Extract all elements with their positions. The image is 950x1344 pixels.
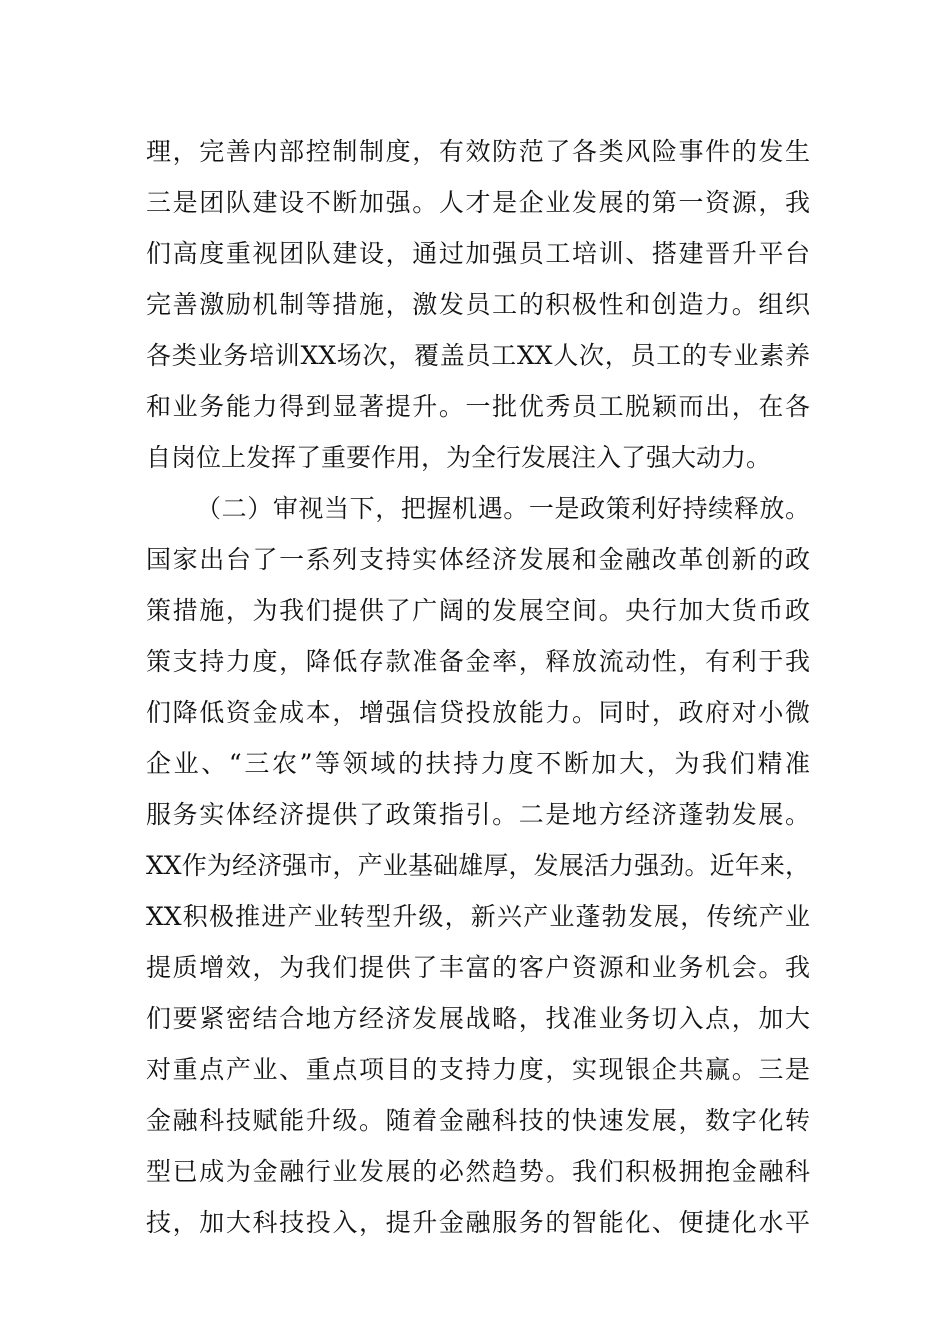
text-line: 技，加大科技投入，提升金融服务的智能化、便捷化水平 <box>146 1208 810 1237</box>
text-line: XX作为经济强市，产业基础雄厚，发展活力强劲。近年来， <box>146 851 810 880</box>
text-line: 们要紧密结合地方经济发展战略，找准业务切入点，加大 <box>146 1004 810 1033</box>
text-line: XX积极推进产业转型升级，新兴产业蓬勃发展，传统产业 <box>146 902 810 931</box>
text-line: 们高度重视团队建设，通过加强员工培训、搭建晋升平台 <box>146 239 810 268</box>
text-line: 和业务能力得到显著提升。一批优秀员工脱颖而出，在各 <box>146 392 810 421</box>
body-text <box>146 126 810 1248</box>
text-line: 对重点产业、重点项目的支持力度，实现银企共赢。三是 <box>146 1055 810 1084</box>
text-line: 国家出台了一系列支持实体经济发展和金融改革创新的政 <box>146 545 810 574</box>
text-line: 们降低资金成本，增强信贷投放能力。同时，政府对小微 <box>146 698 810 727</box>
text-line: 自岗位上发挥了重要作用，为全行发展注入了强大动力。 <box>146 443 772 472</box>
text-line: 各类业务培训XX场次，覆盖员工XX人次，员工的专业素养 <box>146 341 810 370</box>
text-line: 提质增效，为我们提供了丰富的客户资源和业务机会。我 <box>146 953 810 982</box>
text-line: 策支持力度，降低存款准备金率，释放流动性，有利于我 <box>146 647 810 676</box>
text-line: 完善激励机制等措施，激发员工的积极性和创造力。组织 <box>146 290 810 319</box>
section-heading-line: （二）审视当下，把握机遇。一是政策利好持续释放。 <box>196 494 810 523</box>
text-line: 服务实体经济提供了政策指引。二是地方经济蓬勃发展。 <box>146 800 810 829</box>
text-line: 策措施，为我们提供了广阔的发展空间。央行加大货币政 <box>146 596 810 625</box>
text-line: 型已成为金融行业发展的必然趋势。我们积极拥抱金融科 <box>146 1157 810 1186</box>
text-line: 三是团队建设不断加强。人才是企业发展的第一资源，我 <box>146 188 810 217</box>
text-line: 企业、“三农”等领域的扶持力度不断加大，为我们精准 <box>146 749 810 778</box>
text-line: 金融科技赋能升级。随着金融科技的快速发展，数字化转 <box>146 1106 810 1135</box>
text-line: 理，完善内部控制制度，有效防范了各类风险事件的发生 <box>146 137 810 166</box>
